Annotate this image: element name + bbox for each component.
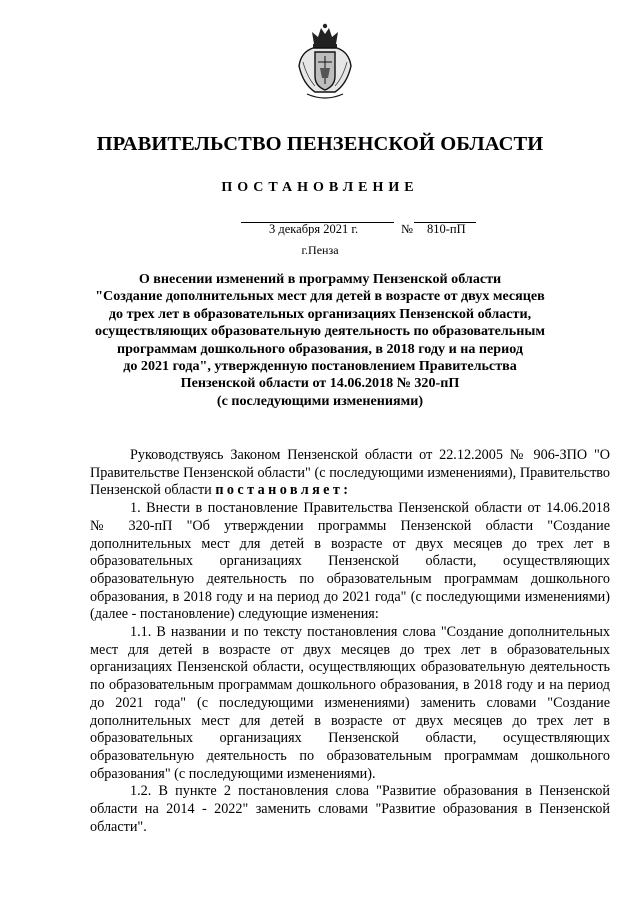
number-sign: №: [401, 222, 413, 236]
subject-line: О внесении изменений в программу Пензенской области: [138, 271, 502, 287]
subject-line: "Создание дополнительных мест для детей в возрасте от двух месяцев: [95, 288, 545, 305]
document-city: г.Пенза: [301, 243, 339, 257]
item-1-paragraph: 1. Внести в постановление Правительства Пензенской области от 14.06.2018 № 320-пП "Об утверждении программы Пензенской области "Создание дополнительных мест для детей в возрасте от двух месяцев до трех лет в образовательных организациях Пензенской области, осуществляющих образовательную деятельность по образовательным программам дошкольного образования, в 2018 году и на период до 2021 года" (с последующими изменениями) (далее - постановление) следующие изменения:: [90, 500, 610, 623]
document-subject: [88, 271, 552, 410]
subject-line: осуществляющих образовательную деятельность по образовательным: [95, 323, 545, 340]
subject-line: (с последующими изменениями): [216, 392, 424, 409]
subject-line: программам дошкольного образования, в 2018 году и на период: [116, 340, 524, 357]
document-body: [90, 447, 610, 836]
item-1-2-paragraph: 1.2. В пункте 2 постановления слова "Развитие образования в Пензенской области на 2014 - 2022" заменить словами "Развитие образования в Пензенской области".: [90, 783, 610, 835]
subject-line: до 2021 года", утвержденную постановлением Правительства: [123, 358, 517, 375]
intro-paragraph: [90, 447, 610, 500]
date-underline: [241, 222, 394, 223]
document-number-text: 810-пП: [427, 222, 466, 236]
decree-word: постановляет:: [215, 482, 352, 499]
document-date-text: 3 декабря 2021 г.: [269, 222, 359, 236]
coat-of-arms-icon: [295, 22, 355, 102]
intro-text: Руководствуясь Законом Пензенской области от 22.12.2005 № 906-ЗПО "О Правительстве Пензенской области" (с последующими изменениями), Правительство Пензенской области: [90, 447, 610, 499]
number-underline: [414, 222, 476, 223]
subject-line: до трех лет в образовательных организациях Пензенской области,: [108, 305, 532, 322]
item-1-1-paragraph: 1.1. В названии и по тексту постановления слова "Создание дополнительных мест для детей в возрасте от двух месяцев до трех лет в образовательных организациях Пензенской области, осуществляющих образовательную деятельность по образовательным программам дошкольного образования, в 2018 году и на период до 2021 года" (с последующими изменениями) заменить словами "Создание дополнительных мест для детей в возрасте от двух месяцев до трех лет в образовательных организациях Пензенской области, осуществляющих образовательную деятельность по образовательным программам дошкольного образования" (с последующими изменениями).: [90, 624, 610, 782]
subject-line: Пензенской области от 14.06.2018 № 320-пП: [180, 375, 460, 392]
government-title: ПРАВИТЕЛЬСТВО ПЕНЗЕНСКОЙ ОБЛАСТИ: [96, 133, 544, 155]
document-type: ПОСТАНОВЛЕНИЕ: [221, 180, 419, 195]
